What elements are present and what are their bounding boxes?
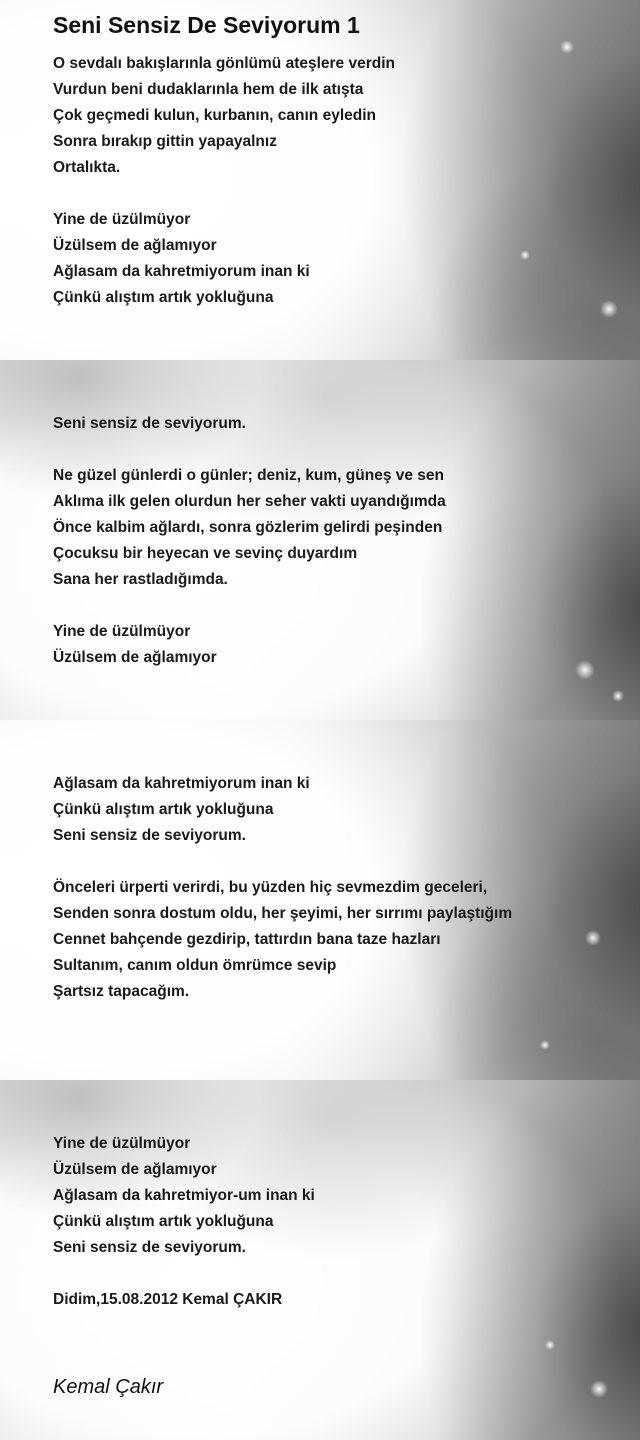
poem-line: Üzülsem de ağlamıyor (53, 649, 217, 666)
poem-line: Üzülsem de ağlamıyor (53, 237, 217, 254)
poem-line: Ortalıkta. (53, 159, 121, 176)
poem-line: Çünkü alıştım artık yokluğuna (53, 801, 274, 818)
poem-stanza-list (53, 51, 395, 311)
sparkle-decoration (612, 690, 624, 702)
poem-line: Ağlasam da kahretmiyor-um inan ki (53, 1187, 315, 1204)
sparkle-decoration (575, 660, 595, 680)
sparkle-decoration (540, 1040, 550, 1050)
poem-line: Çok geçmedi kulun, kurbanın, canın eyledin (53, 107, 376, 124)
poem-line: Aklıma ilk gelen olurdun her seher vakti uyandığımda (53, 493, 446, 510)
poem-line: Seni sensiz de seviyorum. (53, 415, 246, 432)
poem-line: Didim,15.08.2012 Kemal ÇAKIR (53, 1291, 283, 1308)
poem-stanza-list (53, 1131, 315, 1313)
poem-panel-4 (0, 1080, 640, 1440)
poem-line: Vurdun beni dudaklarınla hem de ilk atışta (53, 81, 364, 98)
sparkle-decoration (545, 1340, 555, 1350)
author-signature: Kemal Çakır (53, 1376, 164, 1398)
sparkle-decoration (560, 40, 574, 54)
poem-line: Çocuksu bir heyecan ve sevinç duyardım (53, 545, 358, 562)
poem-line: Sonra bırakıp gittin yapayalnız (53, 133, 277, 150)
poem-line: Sana her rastladığımda. (53, 571, 228, 588)
poem-line: Seni sensiz de seviyorum. (53, 827, 246, 844)
stanza-break (53, 437, 446, 463)
poem-title: Seni Sensiz De Seviyorum 1 (53, 12, 360, 38)
stanza-break (53, 1261, 315, 1287)
poem-stanza-list (53, 411, 446, 671)
poem-line: O sevdalı bakışlarınla gönlümü ateşlere verdin (53, 55, 395, 72)
stanza-break (53, 181, 395, 207)
poem-line: Çünkü alıştım artık yokluğuna (53, 289, 274, 306)
poem-line: Yine de üzülmüyor (53, 623, 191, 640)
poem-line: Yine de üzülmüyor (53, 211, 191, 228)
poem-line: Üzülsem de ağlamıyor (53, 1161, 217, 1178)
poem-line: Önceleri ürperti verirdi, bu yüzden hiç sevmezdim geceleri, (53, 879, 488, 896)
poem-line: Şartsız tapacağım. (53, 983, 190, 1000)
poem-line: Sultanım, canım oldun ömrümce sevip (53, 957, 337, 974)
poem-line: Ağlasam da kahretmiyorum inan ki (53, 775, 310, 792)
poem-line: Ne güzel günlerdi o günler; deniz, kum, güneş ve sen (53, 467, 445, 484)
sparkle-decoration (585, 930, 601, 946)
stanza-break (53, 849, 512, 875)
poem-line: Yine de üzülmüyor (53, 1135, 191, 1152)
poem-line: Çünkü alıştım artık yokluğuna (53, 1213, 274, 1230)
poem-line: Cennet bahçende gezdirip, tattırdın bana taze hazları (53, 931, 441, 948)
sparkle-decoration (520, 250, 530, 260)
sparkle-decoration (590, 1380, 608, 1398)
poem-panel-1 (0, 0, 640, 360)
stanza-break (53, 593, 446, 619)
poem-line: Önce kalbim ağlardı, sonra gözlerim gelirdi peşinden (53, 519, 443, 536)
poem-panel-3 (0, 720, 640, 1080)
sparkle-decoration (600, 300, 618, 318)
poem-line: Seni sensiz de seviyorum. (53, 1239, 246, 1256)
poem-panel-2 (0, 360, 640, 720)
poem-line: Senden sonra dostum oldu, her şeyimi, her sırrımı paylaştığım (53, 905, 513, 922)
poem-line: Ağlasam da kahretmiyorum inan ki (53, 263, 310, 280)
poem-stanza-list (53, 771, 512, 1005)
